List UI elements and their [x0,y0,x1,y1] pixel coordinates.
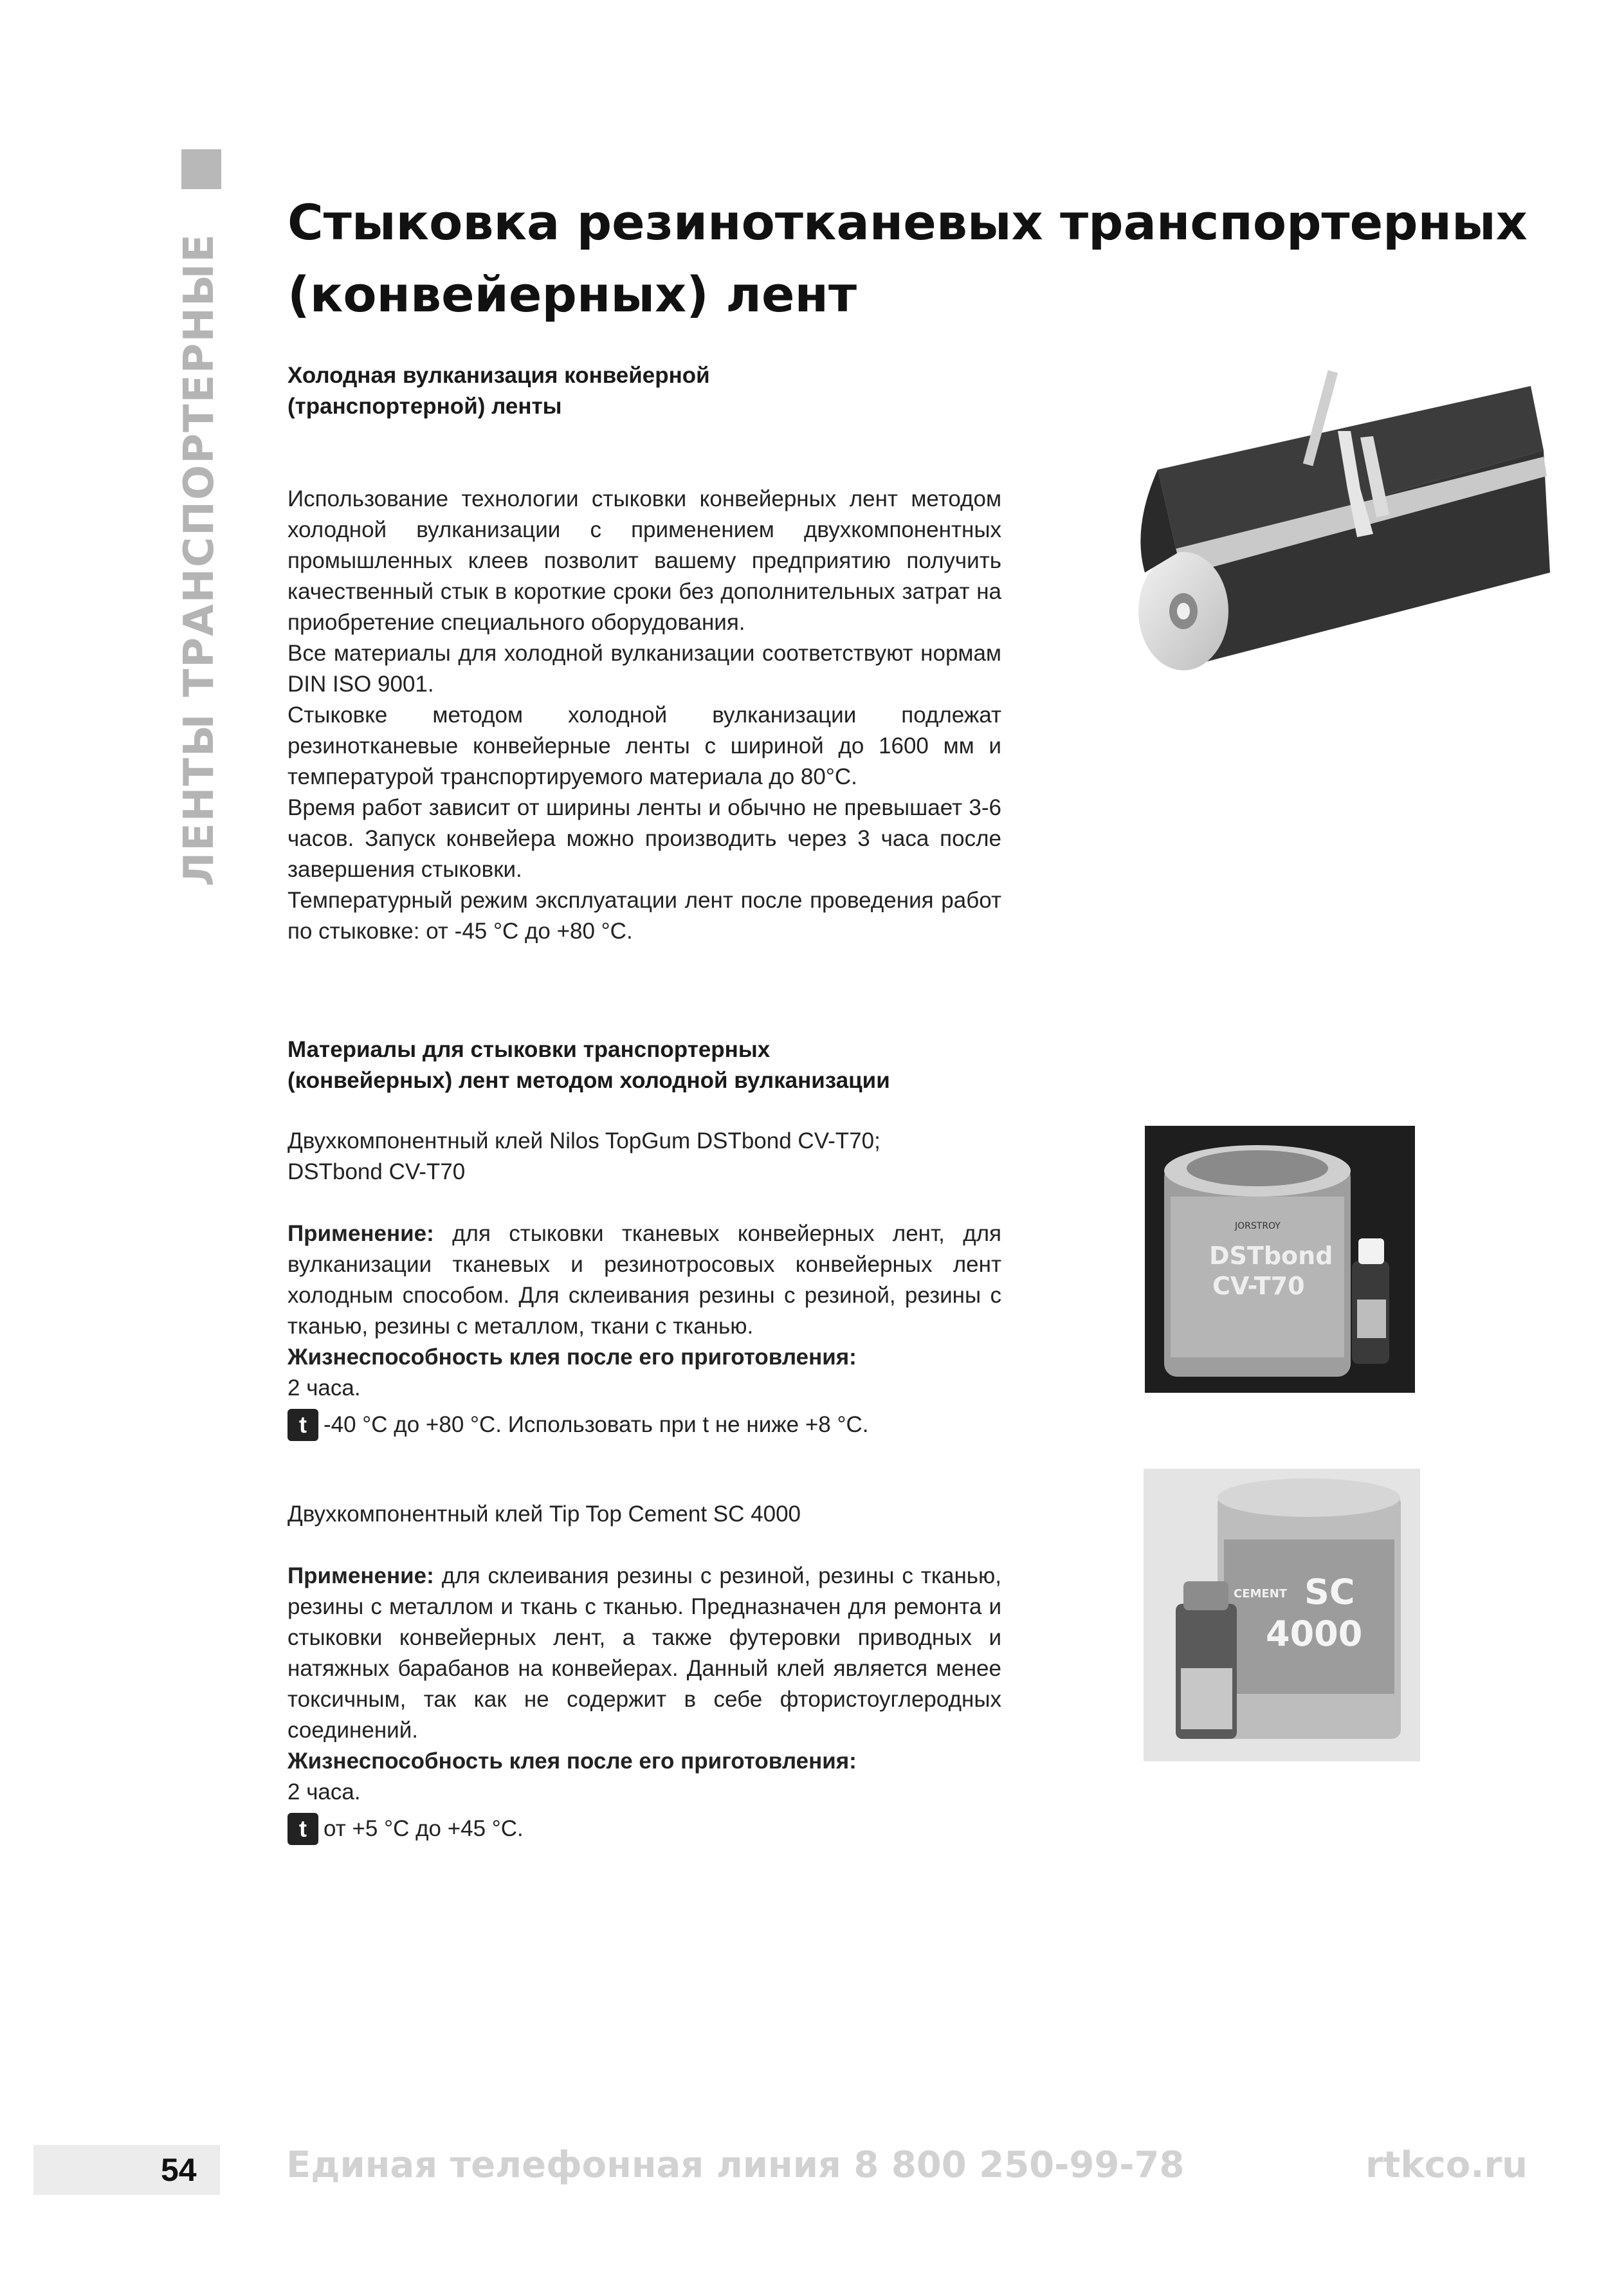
product-usage [287,1561,1001,1746]
usage-text: для стыковки тканевых конвейерных лент, для вулканизации тканевых и резинотросовых конвейерных лент холодным способом. Для склеивания резины с резиной, резины с тканью, резины с металлом, ткани с тканью. [287,1221,1001,1339]
footer-phone-line: Единая телефонная линия 8 800 250-99-78 [286,2144,1185,2186]
temperature-range [287,1409,1001,1441]
pot-life-value: 2 часа. [287,1375,361,1401]
product-name-line-1: Двухкомпонентный клей Nilos TopGum DSTbond CV-T70; [287,1128,880,1153]
footer-website: rtkco.ru [1365,2144,1528,2186]
pot-life-value: 2 часа. [287,1779,361,1805]
usage-label: Применение: [287,1563,434,1588]
usage-text: для склеивания резины с резиной, резины с тканью, резины с металлом и ткань с тканью. Предназначен для ремонта и стыковки конвейерных лент, а также футеровки приводных и натяжных барабанов на конвейерах. Данный клей является менее токсичным, так как не содержит в себе фтористоуглеродных соединений. [287,1563,1001,1743]
dstbond-product-photo [1145,1126,1415,1393]
paragraph: Все материалы для холодной вулканизации соответствуют нормам DIN ISO 9001. [287,641,1001,697]
product-sc4000 [287,1499,1001,1845]
photo-product-text-1: DSTbond [1209,1242,1333,1270]
section-heading-materials [287,1034,890,1096]
temperature-text: от +5 °С до +45 °С. [324,1816,524,1841]
section-heading-line-2: (транспортерной) ленты [287,394,562,419]
section-heading-line-2: (конвейерных) лент методом холодной вулканизации [287,1068,890,1093]
product-name [287,1126,1001,1188]
usage-label: Применение: [287,1221,434,1246]
photo-brand-text: JORSTROY [1235,1221,1281,1231]
paragraph: Стыковке методом холодной вулканизации подлежат резинотканевые конвейерные ленты с шириной до 1600 мм и температурой транспортируемого материала до 80°С. [287,703,1001,789]
section-heading-line-1: Материалы для стыковки транспортерных [287,1037,771,1062]
sidebar-section-label: ЛЕНТЫ ТРАНСПОРТЕРНЫЕ [176,232,223,887]
section-heading-cold-vulcanization [287,360,710,422]
paragraph: Использование технологии стыковки конвейерных лент методом холодной вулканизации с применением двухкомпонентных промышленных клеев позволит вашему предприятию получить качественный стык в короткие сроки без дополнительных затрат на приобретение специального оборудования. [287,486,1001,635]
section-heading-line-1: Холодная вулканизация конвейерной [287,363,710,388]
page-title [287,187,1542,331]
paragraph: Время работ зависит от ширины ленты и обычно не превышает 3-6 часов. Запуск конвейера можно производить через 3 часа после завершения стыковки. [287,795,1001,882]
sc4000-product-photo [1144,1469,1420,1761]
page-title-line-1: Стыковка резинотканевых транспортерных [287,194,1528,251]
paragraph: Температурный режим эксплуатации лент после проведения работ по стыковке: от -45 °С до +80 °С. [287,888,1001,944]
photo-product-text-3: CEMENT [1234,1587,1288,1601]
product-name-line-2: DSTbond CV-T70 [287,1159,466,1184]
product-usage [287,1218,1001,1342]
photo-product-text-2: 4000 [1266,1613,1363,1654]
temperature-icon: t [287,1409,318,1441]
conveyor-belt-illustration [1119,360,1556,682]
sidebar-marker [181,149,221,189]
temperature-range [287,1813,1001,1845]
temperature-text: -40 °С до +80 °С. Использовать при t не ниже +8 °С. [324,1412,869,1437]
photo-product-text-2: CV-T70 [1212,1272,1305,1300]
pot-life-label: Жизнеспособность клея после его приготовления: [287,1345,857,1370]
pot-life-label: Жизнеспособность клея после его приготовления: [287,1749,857,1774]
product-name: Двухкомпонентный клей Tip Top Cement SC 4000 [287,1502,801,1527]
photo-product-text-1: SC [1304,1572,1355,1612]
section-body-cold-vulcanization [287,484,1001,947]
product-dstbond [287,1126,1001,1441]
page-number: 54 [161,2152,197,2188]
temperature-icon: t [287,1813,318,1845]
page-title-line-2: (конвейерных) лент [287,266,857,323]
